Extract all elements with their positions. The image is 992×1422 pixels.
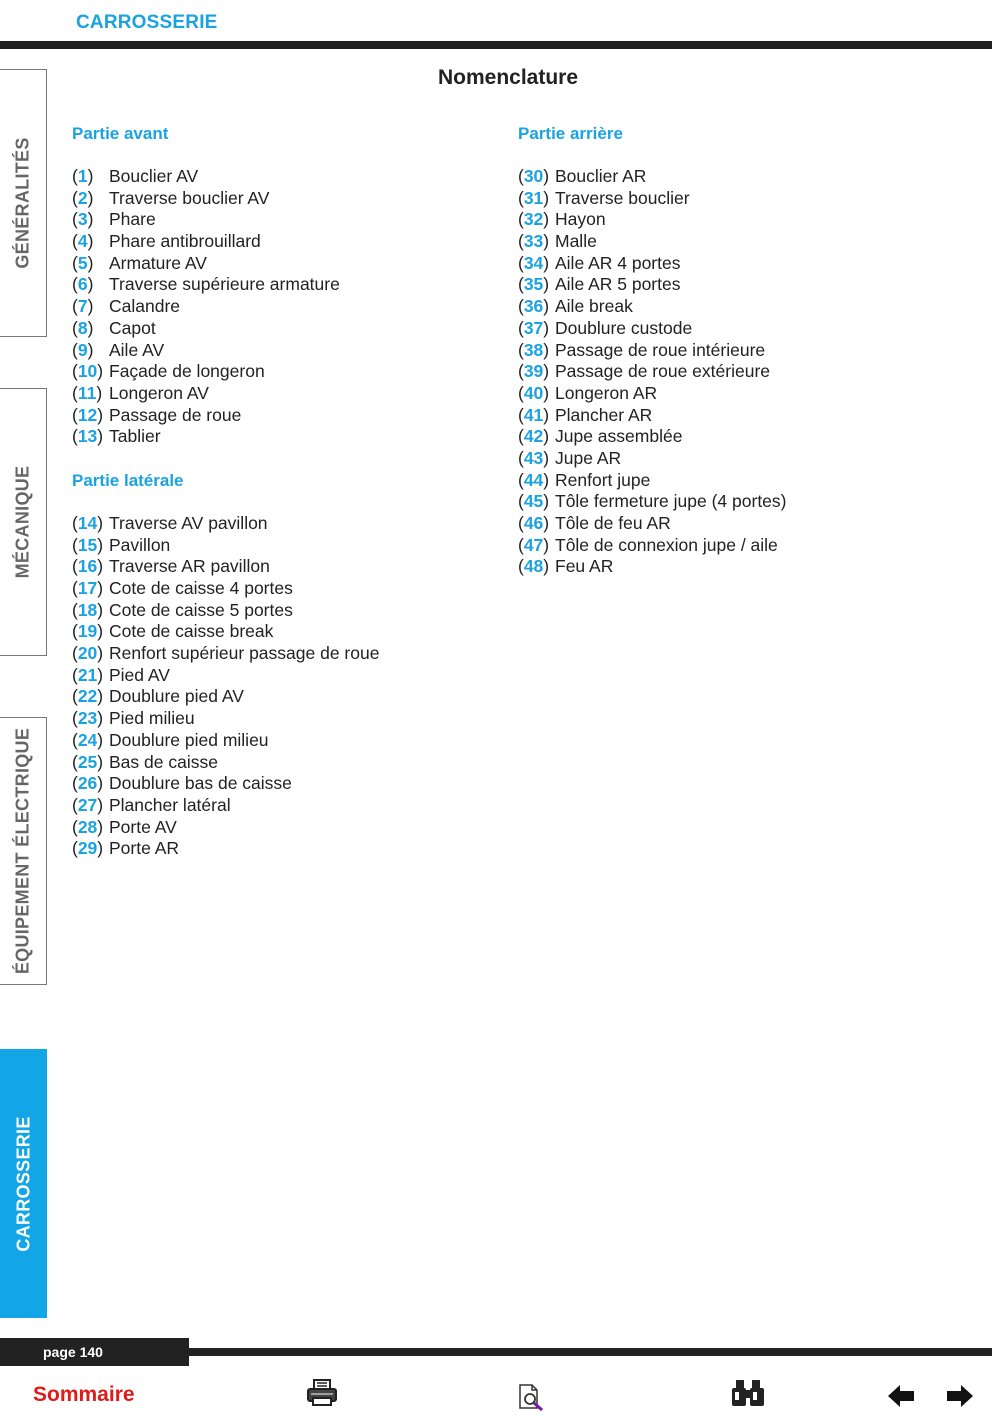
item-number: (36) <box>518 296 550 317</box>
item-number: (9) <box>72 339 94 360</box>
document-search-icon[interactable] <box>516 1382 546 1417</box>
item-label: Tôle fermeture jupe (4 portes) <box>555 491 787 512</box>
item-label: Traverse bouclier AV <box>109 187 270 208</box>
item-number: (24) <box>72 729 104 750</box>
item-number: (34) <box>518 252 550 273</box>
item-number: (17) <box>72 578 104 598</box>
top-rule <box>0 41 992 49</box>
item-label: Tôle de feu AR <box>555 513 671 533</box>
item-number: (26) <box>72 773 104 794</box>
item-label: Pavillon <box>109 534 171 555</box>
list-item <box>72 383 379 405</box>
item-label: Passage de roue intérieure <box>555 339 766 360</box>
item-label: Cote de caisse 4 portes <box>109 578 293 598</box>
list-item <box>72 600 379 622</box>
item-label: Traverse bouclier <box>555 187 690 208</box>
section-title-avant: Partie avant <box>72 124 169 143</box>
list-item <box>518 383 787 405</box>
list-item <box>72 838 379 860</box>
list-item <box>518 405 787 427</box>
item-label: Passage de roue <box>109 404 242 425</box>
item-number: (39) <box>518 361 550 382</box>
item-label: Aile AR 4 portes <box>555 252 681 273</box>
list-item <box>72 773 379 795</box>
list-item <box>72 426 379 448</box>
list-item <box>72 166 379 188</box>
tab-generalites[interactable] <box>0 69 47 337</box>
item-label: Aile break <box>555 296 633 317</box>
page-number-box <box>0 1338 189 1366</box>
item-label: Armature AV <box>109 252 207 273</box>
item-number: (4) <box>72 231 94 252</box>
item-number: (10) <box>72 361 104 382</box>
item-number: (42) <box>518 426 550 447</box>
item-label: Tablier <box>109 426 161 447</box>
item-number: (12) <box>72 404 104 425</box>
list-item <box>72 643 379 665</box>
list-item <box>72 578 379 600</box>
item-number: (37) <box>518 317 550 338</box>
item-label: Malle <box>555 231 597 252</box>
item-label: Doublure custode <box>555 317 693 338</box>
item-number: (2) <box>72 187 94 208</box>
list-item <box>518 470 787 492</box>
item-number: (29) <box>72 838 104 859</box>
list-item <box>72 318 379 340</box>
item-label: Renfort supérieur passage de roue <box>109 643 380 664</box>
list-item <box>72 361 379 383</box>
list-item <box>72 209 379 231</box>
list-item <box>72 708 379 730</box>
item-label: Bouclier AV <box>109 166 199 186</box>
item-number: (14) <box>72 512 104 533</box>
item-label: Jupe assemblée <box>555 426 683 447</box>
item-label: Porte AV <box>109 816 177 837</box>
list-item <box>72 752 379 774</box>
item-label: Longeron AV <box>109 382 209 403</box>
item-label: Aile AR 5 portes <box>555 274 681 295</box>
item-number: (8) <box>72 317 94 338</box>
item-label: Doublure pied milieu <box>109 729 269 750</box>
item-number: (43) <box>518 447 550 468</box>
tab-equipement-electrique[interactable] <box>0 717 47 985</box>
item-number: (38) <box>518 339 550 360</box>
list-item <box>518 253 787 275</box>
item-number: (15) <box>72 534 104 555</box>
section-title-arriere: Partie arrière <box>518 124 623 143</box>
list-item <box>518 491 787 513</box>
item-number: (16) <box>72 556 104 577</box>
item-number: (47) <box>518 534 550 555</box>
right-column <box>518 123 787 578</box>
item-label: Feu AR <box>555 556 614 577</box>
item-number: (11) <box>72 382 103 403</box>
list-item <box>72 621 379 643</box>
item-label: Pied AV <box>109 664 170 685</box>
item-label: Traverse AR pavillon <box>109 556 270 577</box>
item-number: (41) <box>518 404 550 425</box>
item-number: (35) <box>518 274 550 295</box>
item-label: Porte AR <box>109 838 180 859</box>
list-avant <box>72 166 379 448</box>
item-label: Jupe AR <box>555 447 622 468</box>
sommaire-link[interactable]: Sommaire <box>33 1383 135 1406</box>
item-number: (22) <box>72 686 104 707</box>
item-label: Traverse AV pavillon <box>109 512 268 533</box>
list-item <box>72 686 379 708</box>
item-number: (13) <box>72 426 104 447</box>
list-item <box>72 405 379 427</box>
item-label: Phare <box>109 209 156 230</box>
item-label: Tôle de connexion jupe / aile <box>555 534 778 555</box>
item-number: (1) <box>72 166 94 186</box>
item-number: (19) <box>72 621 104 642</box>
page-number: page 140 <box>43 1344 103 1360</box>
header-section-title: CARROSSERIE <box>76 12 218 33</box>
item-number: (45) <box>518 491 550 512</box>
left-column <box>72 123 379 860</box>
item-label: Traverse supérieure armature <box>109 274 340 295</box>
item-number: (21) <box>72 664 104 685</box>
printer-icon[interactable] <box>305 1378 339 1413</box>
item-number: (28) <box>72 816 104 837</box>
list-arriere <box>518 166 787 578</box>
section-title-laterale: Partie latérale <box>72 470 184 490</box>
item-label: Doublure pied AV <box>109 686 244 707</box>
list-item <box>518 318 787 340</box>
item-number: (48) <box>518 556 550 577</box>
item-number: (27) <box>72 794 104 815</box>
item-label: Hayon <box>555 209 606 230</box>
tab-mecanique[interactable] <box>0 388 47 656</box>
list-item <box>72 188 379 210</box>
item-number: (20) <box>72 643 104 664</box>
item-number: (18) <box>72 599 104 620</box>
item-number: (5) <box>72 252 94 273</box>
page-title: Nomenclature <box>437 66 579 89</box>
item-label: Plancher latéral <box>109 794 231 815</box>
item-label: Bouclier AR <box>555 166 647 186</box>
item-label: Bas de caisse <box>109 751 218 772</box>
item-number: (6) <box>72 274 94 295</box>
item-number: (23) <box>72 708 104 729</box>
item-number: (31) <box>518 187 550 208</box>
tab-label: MÉCANIQUE <box>12 465 33 579</box>
item-label: Aile AV <box>109 339 165 360</box>
list-item <box>72 730 379 752</box>
item-label: Longeron AR <box>555 382 658 403</box>
list-item <box>518 231 787 253</box>
item-number: (7) <box>72 296 94 317</box>
list-item <box>72 795 379 817</box>
item-number: (3) <box>72 209 94 230</box>
list-item <box>72 665 379 687</box>
item-label: Doublure bas de caisse <box>109 773 292 794</box>
list-item <box>72 274 379 296</box>
list-item <box>72 340 379 362</box>
tab-label: CARROSSERIE <box>13 1115 33 1252</box>
list-item <box>518 340 787 362</box>
arrow-right-icon[interactable] <box>945 1383 975 1414</box>
item-label: Phare antibrouillard <box>109 231 261 252</box>
list-laterale <box>72 513 379 860</box>
list-item <box>72 817 379 839</box>
arrow-left-icon[interactable] <box>886 1383 916 1414</box>
list-item <box>518 274 787 296</box>
item-label: Pied milieu <box>109 708 195 729</box>
list-item <box>518 556 787 578</box>
list-item <box>518 535 787 557</box>
item-label: Cote de caisse 5 portes <box>109 599 293 620</box>
list-item <box>72 535 379 557</box>
list-item <box>72 231 379 253</box>
list-item <box>518 188 787 210</box>
item-label: Façade de longeron <box>109 361 265 382</box>
item-label: Calandre <box>109 296 181 317</box>
item-number: (44) <box>518 469 550 490</box>
item-number: (25) <box>72 751 104 772</box>
list-item <box>518 166 787 188</box>
list-item <box>72 513 379 535</box>
list-item <box>518 513 787 535</box>
list-item <box>72 556 379 578</box>
list-item <box>518 448 787 470</box>
item-label: Passage de roue extérieure <box>555 361 770 382</box>
item-label: Cote de caisse break <box>109 621 274 642</box>
item-number: (32) <box>518 209 550 230</box>
item-label: Capot <box>109 317 156 338</box>
tab-label: GÉNÉRALITÉS <box>12 137 33 269</box>
list-item <box>72 296 379 318</box>
tab-carrosserie[interactable] <box>0 1049 47 1318</box>
item-number: (46) <box>518 513 550 533</box>
item-label: Plancher AR <box>555 404 653 425</box>
list-item <box>518 361 787 383</box>
item-number: (33) <box>518 231 550 252</box>
item-label: Renfort jupe <box>555 469 651 490</box>
item-number: (40) <box>518 382 550 403</box>
list-item <box>518 209 787 231</box>
item-number: (30) <box>518 166 550 186</box>
binoculars-icon[interactable] <box>729 1378 767 1415</box>
list-item <box>72 253 379 275</box>
list-item <box>518 426 787 448</box>
tab-label: ÉQUIPEMENT ÉLECTRIQUE <box>12 727 33 975</box>
list-item <box>518 296 787 318</box>
